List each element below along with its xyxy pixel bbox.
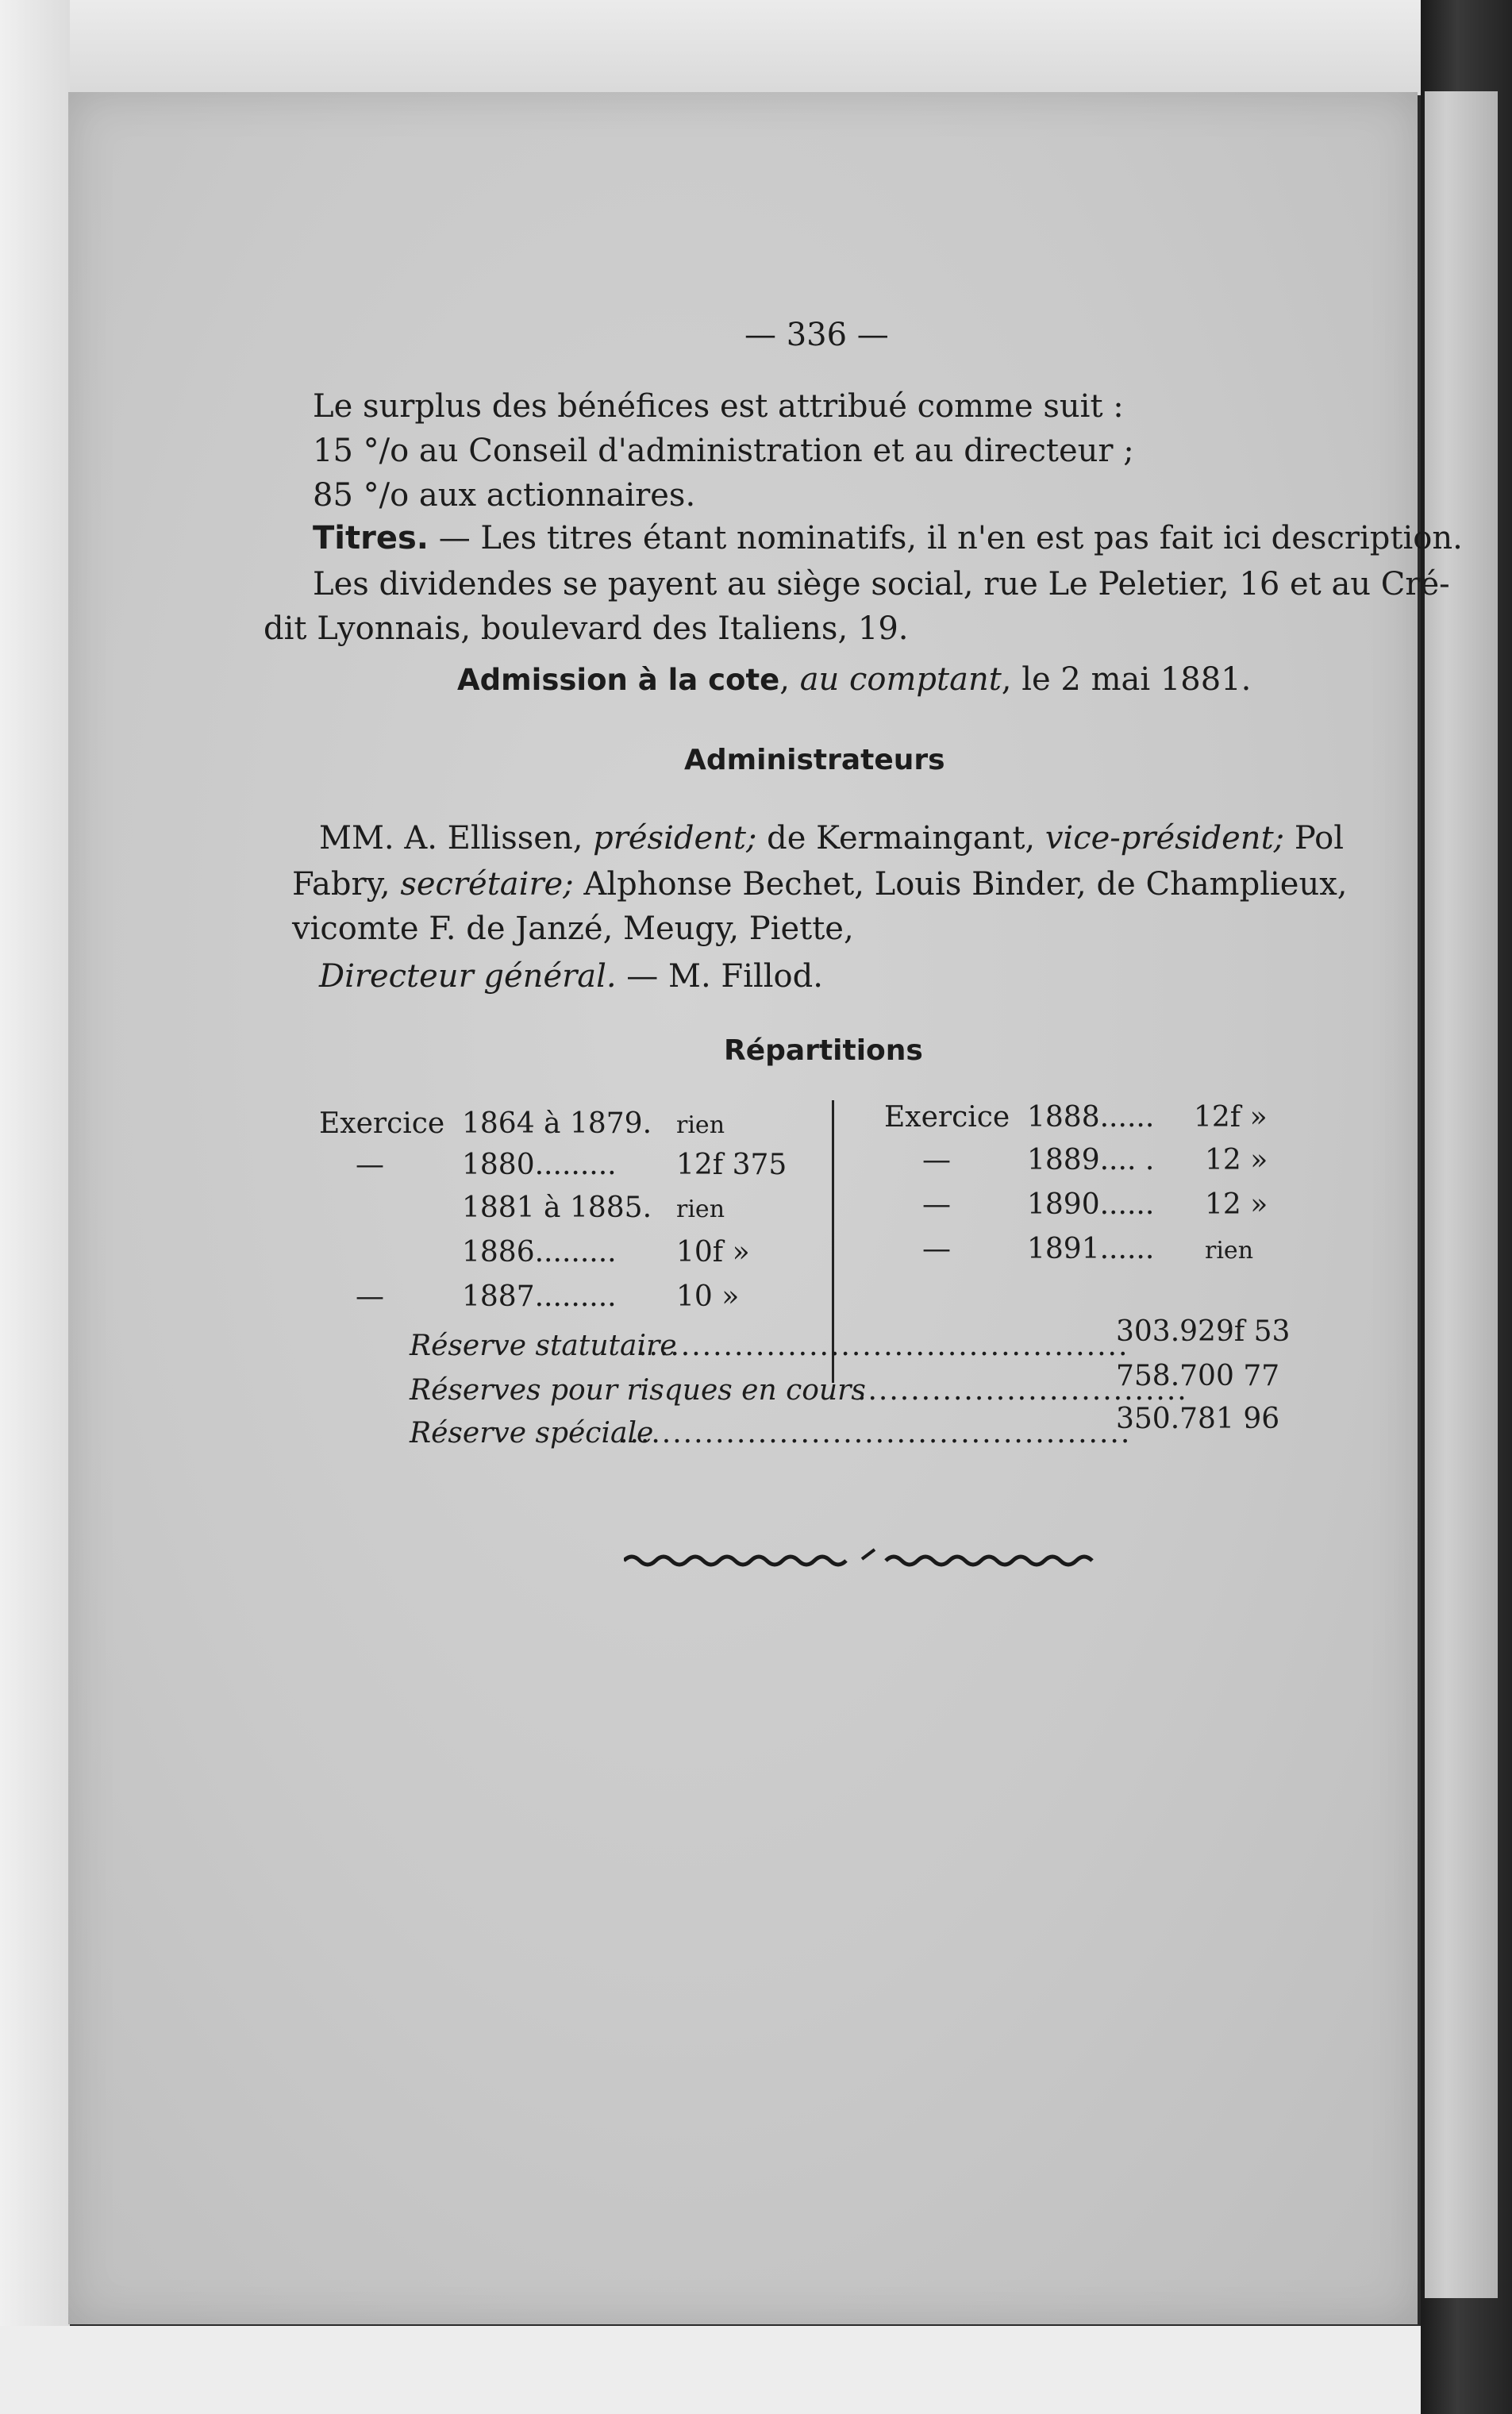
administrateurs-line-4 [319,957,823,995]
rep-left-prefix-0: Exercice [319,1107,445,1140]
rep-left-value-3: 10f » [676,1236,750,1269]
rep-right-year-2: 1890...... [1027,1188,1155,1221]
rep-left-value-2: rien [676,1195,725,1223]
dividendes-line-2: dit Lyonnais, boulevard des Italiens, 19. [264,610,909,647]
reserve-amount-1: 758.700 77 [1116,1360,1280,1392]
reserve-label-0: Réserve statutaire [410,1330,677,1362]
titres-label: Titres. [313,520,429,556]
admin-l1-d: vice-président; [1045,820,1285,857]
rep-left-year-0: 1864 à 1879. [462,1107,652,1140]
administrateurs-line-1 [319,819,1344,857]
admin-l1-c: de Kermaingant, [756,820,1045,857]
repartitions-heading: Répartitions [724,1034,923,1067]
admin-l2-c: Alphonse Bechet, Louis Binder, de Champlieux, [573,866,1348,903]
rep-left-value-0: rien [676,1111,725,1139]
rep-right-value-3: rien [1205,1237,1254,1265]
admin-l1-b: président; [593,820,757,857]
scan-background-left [0,0,70,2414]
dividendes-line-1: Les dividendes se payent au siège social, rue Le Peletier, 16 et au Cré- [313,566,1450,603]
rep-left-value-4: 10 » [676,1280,740,1313]
intro-line-1: Le surplus des bénéfices est attribué comme suit : [313,388,1124,425]
rep-left-prefix-1: — [356,1149,384,1181]
reserve-dots-1: ............................... [857,1374,1188,1407]
rep-right-year-3: 1891...... [1027,1233,1155,1265]
intro-line-2: 15 °/o au Conseil d'administration et au directeur ; [313,433,1134,469]
reserve-amount-0: 303.929f 53 [1116,1315,1291,1348]
titres-paragraph [313,519,1463,557]
rep-right-prefix-1: — [922,1144,951,1176]
facing-page-edge [1425,91,1498,2298]
admission-mode: au comptant [799,661,1002,698]
reserve-dots-2: ................................................ [619,1417,1132,1450]
rep-right-prefix-3: — [922,1233,951,1265]
admin-l4-a: Directeur général. [319,958,617,995]
admission-line [457,660,1251,699]
administrateurs-line-2 [292,865,1348,903]
reserve-label-1: Réserves pour risques en cours [410,1374,866,1407]
rep-right-value-0: 12f » [1194,1101,1268,1134]
scan-background-top [0,0,1512,95]
rep-right-prefix-2: — [922,1188,951,1221]
rep-left-year-4: 1887......... [462,1280,617,1313]
rep-right-year-0: 1888...... [1027,1101,1155,1134]
admission-date: , le 2 mai 1881. [1001,661,1252,698]
scan-background-bottom [0,2326,1512,2414]
rep-left-year-1: 1880......... [462,1149,617,1181]
rep-right-value-2: 12 » [1205,1188,1268,1221]
rep-left-year-3: 1886......... [462,1236,617,1269]
admission-label: Admission à la cote [457,663,780,697]
rep-left-value-1: 12f 375 [676,1149,787,1181]
rep-left-year-2: 1881 à 1885. [462,1192,652,1224]
rep-left-prefix-4: — [356,1280,384,1313]
admin-l1-e: Pol [1284,820,1345,857]
titres-text: — Les titres étant nominatifs, il n'en est pas fait ici description. [428,520,1463,556]
rep-right-value-1: 12 » [1205,1144,1268,1176]
reserve-dots-0: .............................................. [638,1330,1129,1362]
administrateurs-heading: Administrateurs [684,744,945,776]
administrateurs-line-3: vicomte F. de Janzé, Meugy, Piette, [292,911,854,947]
rep-right-prefix-0: Exercice [884,1101,1010,1134]
admin-l2-b: secrétaire; [400,866,574,903]
wavy-line-ornament [624,1542,1100,1573]
page-number: — 336 — [744,317,889,353]
admin-l2-a: Fabry, [292,866,401,903]
admission-comma: , [779,661,800,698]
rep-right-year-1: 1889.... . [1027,1144,1155,1176]
document-page [68,92,1463,2324]
reserve-label-2: Réserve spéciale [410,1417,654,1450]
intro-line-3: 85 °/o aux actionnaires. [313,477,696,514]
reserve-amount-2: 350.781 96 [1116,1403,1280,1435]
admin-l1-a: MM. A. Ellissen, [319,820,594,857]
page-content [68,92,1463,2324]
admin-l4-b: — M. Fillod. [616,958,823,995]
